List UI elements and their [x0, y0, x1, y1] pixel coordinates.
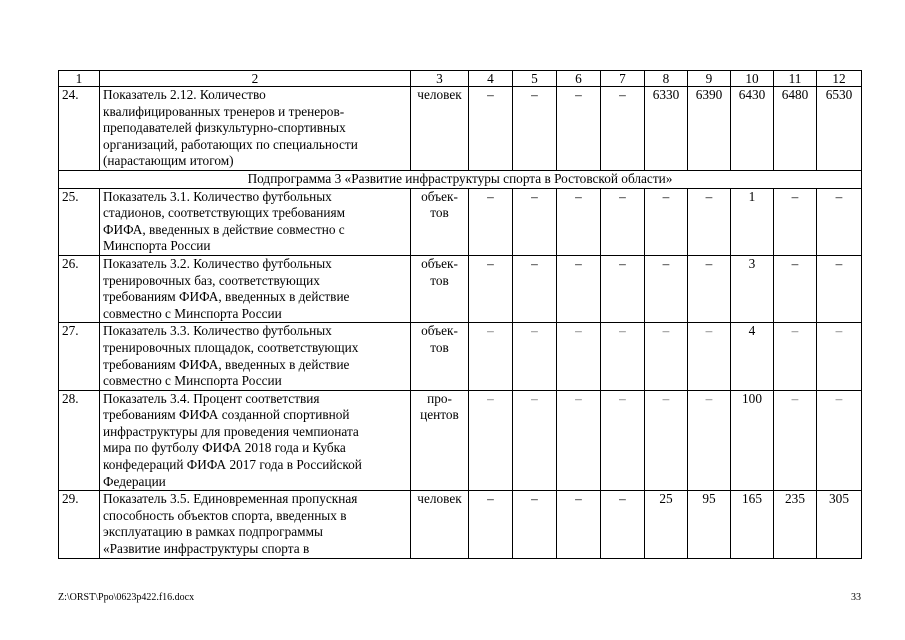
header-cell: 2 [100, 71, 411, 87]
value-cell: 25 [645, 491, 688, 558]
table-row [59, 323, 862, 390]
value-cell: – [557, 188, 601, 255]
value-cell: 305 [817, 491, 862, 558]
value-cell: – [469, 255, 513, 322]
header-cell: 12 [817, 71, 862, 87]
indicator-text: Показатель 3.4. Процент соответствия требованиям ФИФА созданной спортивной инфраструктуры для проведения чемпионата мира по футболу ФИФА 2018 года и Кубка конфедераций ФИФА 2017 года в Российской Федерации [100, 390, 411, 491]
indicator-text: Показатель 3.5. Единовременная пропускная способность объектов спорта, введенных в эксплуатацию в рамках подпрограммы «Развитие инфраструктуры спорта в [100, 491, 411, 558]
table-row [59, 390, 862, 491]
value-cell: – [601, 188, 645, 255]
value-cell: 95 [688, 491, 731, 558]
header-cell: 7 [601, 71, 645, 87]
value-cell: – [557, 491, 601, 558]
row-number: 25. [59, 188, 100, 255]
value-cell: – [688, 255, 731, 322]
value-cell: – [469, 390, 513, 491]
value-cell: 3 [731, 255, 774, 322]
table-row [59, 87, 862, 171]
value-cell: – [557, 87, 601, 171]
header-cell: 6 [557, 71, 601, 87]
indicator-text: Показатель 3.2. Количество футбольных тренировочных баз, соответствующих требованиям ФИФА, введенных в действие совместно с Минспорта России [100, 255, 411, 322]
header-cell: 5 [513, 71, 557, 87]
value-cell: 1 [731, 188, 774, 255]
row-number: 28. [59, 390, 100, 491]
header-cell: 1 [59, 71, 100, 87]
unit-cell: про- центов [411, 390, 469, 491]
value-cell: – [645, 255, 688, 322]
value-cell: 6330 [645, 87, 688, 171]
value-cell: 165 [731, 491, 774, 558]
value-cell: – [469, 87, 513, 171]
value-cell: – [557, 390, 601, 491]
value-cell: – [817, 323, 862, 390]
unit-cell: объек- тов [411, 188, 469, 255]
value-cell: 6390 [688, 87, 731, 171]
value-cell: – [601, 323, 645, 390]
value-cell: 6430 [731, 87, 774, 171]
value-cell: 235 [774, 491, 817, 558]
header-cell: 4 [469, 71, 513, 87]
indicator-text: Показатель 3.3. Количество футбольных тренировочных площадок, соответствующих требованиям ФИФА, введенных в действие совместно с Минспорта России [100, 323, 411, 390]
row-number: 24. [59, 87, 100, 171]
value-cell: – [817, 188, 862, 255]
value-cell: – [688, 390, 731, 491]
row-number: 29. [59, 491, 100, 558]
value-cell: – [513, 255, 557, 322]
value-cell: 6530 [817, 87, 862, 171]
value-cell: – [817, 255, 862, 322]
header-cell: 11 [774, 71, 817, 87]
value-cell: – [774, 323, 817, 390]
value-cell: – [817, 390, 862, 491]
value-cell: – [645, 188, 688, 255]
value-cell: 4 [731, 323, 774, 390]
value-cell: – [774, 255, 817, 322]
header-cell: 10 [731, 71, 774, 87]
value-cell: – [557, 255, 601, 322]
value-cell: 100 [731, 390, 774, 491]
value-cell: – [774, 188, 817, 255]
value-cell: – [645, 323, 688, 390]
header-row [59, 71, 862, 87]
header-cell: 8 [645, 71, 688, 87]
unit-cell: человек [411, 491, 469, 558]
value-cell: – [645, 390, 688, 491]
table-row [59, 255, 862, 322]
value-cell: – [601, 255, 645, 322]
table-row [59, 188, 862, 255]
value-cell: – [513, 188, 557, 255]
value-cell: – [688, 188, 731, 255]
value-cell: – [513, 323, 557, 390]
page-number: 33 [851, 592, 861, 603]
value-cell: – [513, 491, 557, 558]
row-number: 26. [59, 255, 100, 322]
value-cell: 6480 [774, 87, 817, 171]
value-cell: – [469, 188, 513, 255]
value-cell: – [601, 491, 645, 558]
value-cell: – [601, 87, 645, 171]
value-cell: – [774, 390, 817, 491]
subprogram-row [59, 170, 862, 188]
table-row [59, 491, 862, 558]
footer-file-path: Z:\ORST\Ppo\0623p422.f16.docx [58, 592, 195, 603]
unit-cell: объек- тов [411, 323, 469, 390]
value-cell: – [469, 323, 513, 390]
subprogram-title: Подпрограмма 3 «Развитие инфраструктуры спорта в Ростовской области» [59, 170, 862, 188]
indicator-text: Показатель 3.1. Количество футбольных стадионов, соответствующих требованиям ФИФА, введенных в действие совместно с Минспорта России [100, 188, 411, 255]
value-cell: – [601, 390, 645, 491]
header-cell: 9 [688, 71, 731, 87]
indicator-table [58, 70, 862, 559]
header-cell: 3 [411, 71, 469, 87]
value-cell: – [469, 491, 513, 558]
row-number: 27. [59, 323, 100, 390]
value-cell: – [513, 87, 557, 171]
unit-cell: объек- тов [411, 255, 469, 322]
unit-cell: человек [411, 87, 469, 171]
indicator-text: Показатель 2.12. Количество квалифицированных тренеров и тренеров- преподавателей физкультурно-спортивных организаций, работающих по специальности (нарастающим итогом) [100, 87, 411, 171]
value-cell: – [513, 390, 557, 491]
value-cell: – [688, 323, 731, 390]
value-cell: – [557, 323, 601, 390]
